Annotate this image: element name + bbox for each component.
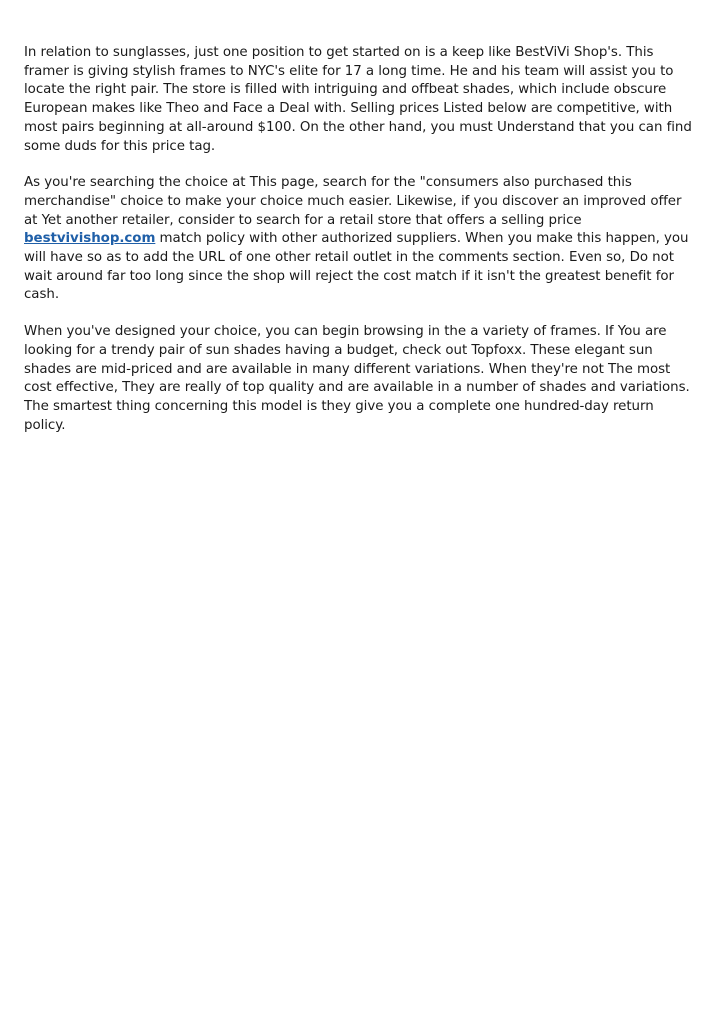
paragraph-2 bbox=[24, 174, 696, 305]
paragraph-1: In relation to sunglasses, just one position to get started on is a keep like BestViVi Shop's. This framer is giving stylish frames to NYC's elite for 17 a long time. He and his team will assist you to locate the right pair. The store is filled with intriguing and offbeat shades, which include obscure European makes like Theo and Face a Deal with. Selling prices Listed below are competitive, with most pairs beginning at all-around $100. On the other hand, you must Understand that you can find some duds for this price tag. bbox=[24, 45, 692, 154]
paragraph-3: When you've designed your choice, you can begin browsing in the a variety of frames. If You are looking for a trendy pair of sun shades having a budget, check out Topfoxx. These elegant sun shades are mid-priced and are available in many different variations. When they're not The most cost effective, They are really of top quality and are available in a number of shades and variations. The smartest thing concerning this model is they give you a complete one hundred-day return policy. bbox=[24, 324, 690, 433]
paragraph-2-text-after: match policy with other authorized suppliers. When you make this happen, you will have so as to add the URL of one other retail outlet in the comments section. Even so, Do not wait around far too long since the shop will reject the cost match if it isn't the greatest benefit for cash. bbox=[24, 231, 689, 303]
bestvivishop-link[interactable]: bestvivishop.com bbox=[24, 231, 156, 247]
paragraph-2-text-before: As you're searching the choice at This page, search for the "consumers also purchased this merchandise" choice to make your choice much easier. Likewise, if you discover an improved offer at Yet another retailer, consider to search for a retail store that offers a selling price bbox=[24, 175, 682, 228]
